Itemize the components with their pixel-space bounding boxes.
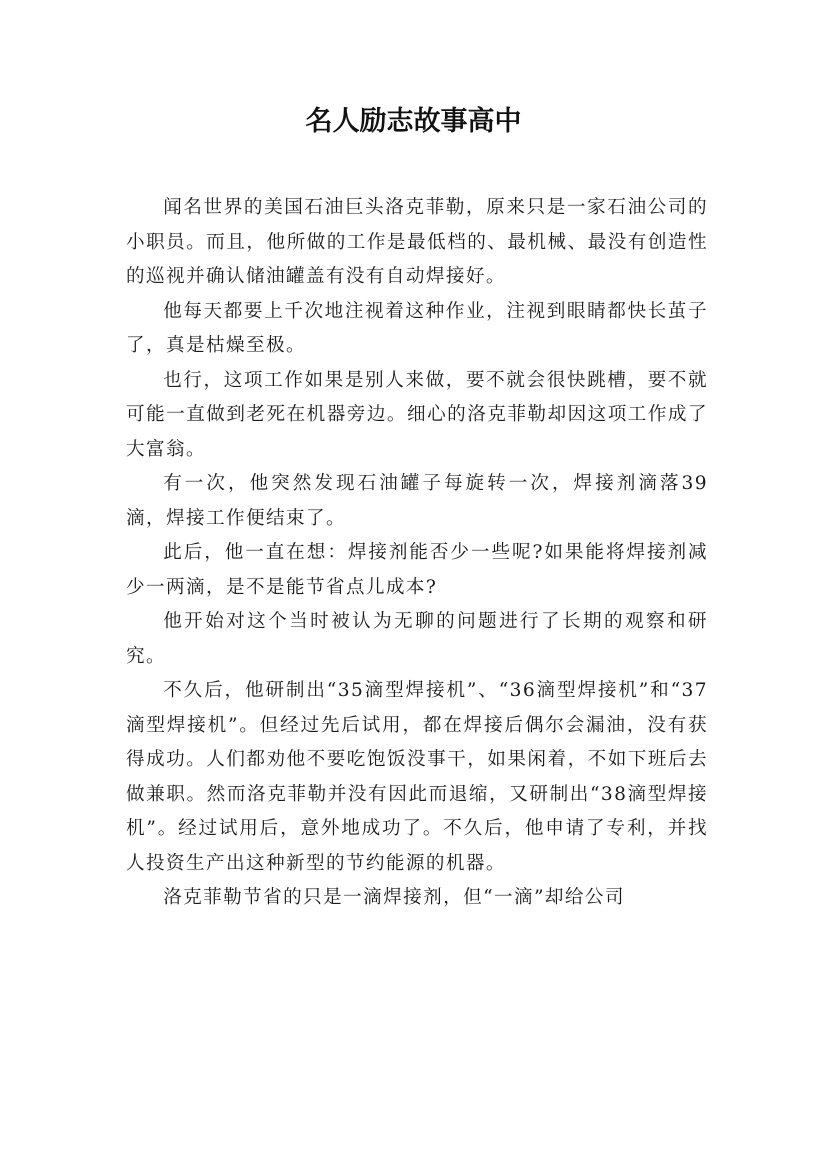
document-body [126, 191, 708, 916]
paragraph: 他开始对这个当时被认为无聊的问题进行了长期的观察和研究。 [126, 611, 708, 667]
paragraph: 洛克菲勒节省的只是一滴焊接剂，但“一滴”却给公司 [163, 887, 625, 908]
paragraph: 此后，他一直在想：焊接剂能否少一些呢?如果能将焊接剂减少一两滴，是不是能节省点儿成本? [126, 542, 708, 598]
paragraph: 不久后，他研制出“35滴型焊接机”、“36滴型焊接机”和“37滴型焊接机”。但经过先后试用，都在焊接后偶尔会漏油，没有获得成功。人们都劝他不要吃饱饭没事干，如果闲着，不如下班后去做兼职。然而洛克菲勒并没有因此而退缩，又研制出“38滴型焊接机”。经过试用后，意外地成功了。不久后，他申请了专利，并找人投资生产出这种新型的节约能源的机器。 [126, 680, 708, 874]
paragraph: 有一次，他突然发现石油罐子每旋转一次，焊接剂滴落39滴，焊接工作便结束了。 [126, 473, 708, 529]
paragraph: 他每天都要上千次地注视着这种作业，注视到眼睛都快长茧子了，真是枯燥至极。 [126, 300, 708, 356]
paragraph: 也行，这项工作如果是别人来做，要不就会很快跳槽，要不就可能一直做到老死在机器旁边。细心的洛克菲勒却因这项工作成了大富翁。 [126, 369, 708, 460]
document-title: 名人励志故事高中 [305, 106, 522, 137]
paragraph: 闻名世界的美国石油巨头洛克菲勒，原来只是一家石油公司的小职员。而且，他所做的工作是最低档的、最机械、最没有创造性的巡视并确认储油罐盖有没有自动焊接好。 [126, 197, 708, 287]
